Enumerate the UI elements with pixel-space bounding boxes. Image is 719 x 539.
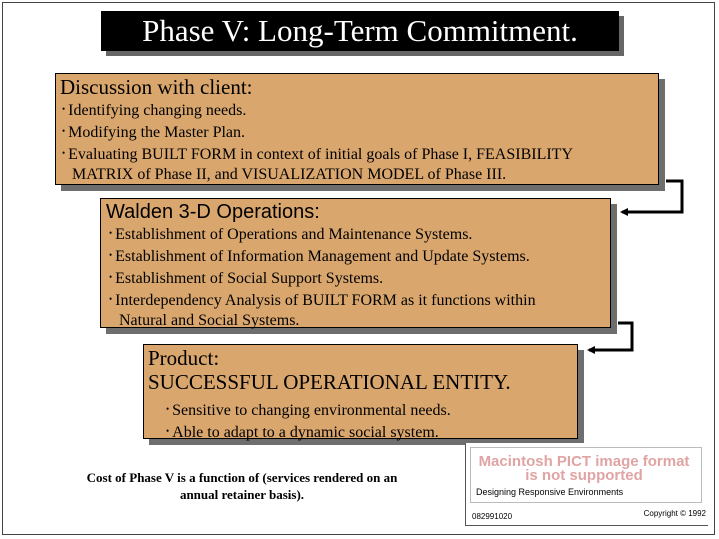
connector-arrow <box>589 323 632 350</box>
document-id: 082991020 <box>472 512 513 521</box>
list-item: • Identifying changing needs. <box>62 102 247 119</box>
bullet-icon: • <box>109 228 113 238</box>
product-heading: Product: SUCCESSFUL OPERATIONAL ENTITY. <box>148 346 511 394</box>
connector-arrow <box>622 181 682 212</box>
unsupported-image-notice: Macintosh PICT image format is not supported <box>478 453 690 484</box>
bullet-icon: • <box>109 250 113 260</box>
image-placeholder <box>465 443 708 526</box>
bullet-icon: • <box>62 148 66 158</box>
list-item: • Establishment of Operations and Maintenance Systems. <box>109 226 473 243</box>
bullet-icon: • <box>109 294 113 304</box>
list-item: • Establishment of Social Support Systems. <box>109 270 384 287</box>
discussion-heading: Discussion with client: <box>60 75 253 99</box>
bullet-icon: • <box>166 404 170 414</box>
list-item: • Interdependency Analysis of BUILT FORM as it functions within Natural and Social Systems. <box>109 292 536 329</box>
list-item: • Evaluating BUILT FORM in context of initial goals of Phase I, FEASIBILITY MATRIX of Phase II, and VISUALIZATION MODEL of Phase III. <box>62 146 573 183</box>
copyright-label: Copyright © 1992 <box>643 509 706 518</box>
list-item: • Establishment of Information Management and Update Systems. <box>109 248 530 265</box>
bullet-icon: • <box>62 126 66 136</box>
slide-title-text: Phase V: Long-Term Commitment. <box>142 13 578 48</box>
bullet-icon: • <box>166 426 170 436</box>
organization-label: Designing Responsive Environments <box>476 487 624 497</box>
bullet-icon: • <box>109 272 113 282</box>
list-item: • Able to adapt to a dynamic social system. <box>166 424 439 441</box>
cost-footnote: Cost of Phase V is a function of (services rendered on an annual retainer basis). <box>86 470 398 502</box>
operations-heading: Walden 3-D Operations: <box>106 201 320 223</box>
list-item: • Modifying the Master Plan. <box>62 124 246 141</box>
list-item: • Sensitive to changing environmental needs. <box>166 402 451 419</box>
bullet-icon: • <box>62 104 66 114</box>
